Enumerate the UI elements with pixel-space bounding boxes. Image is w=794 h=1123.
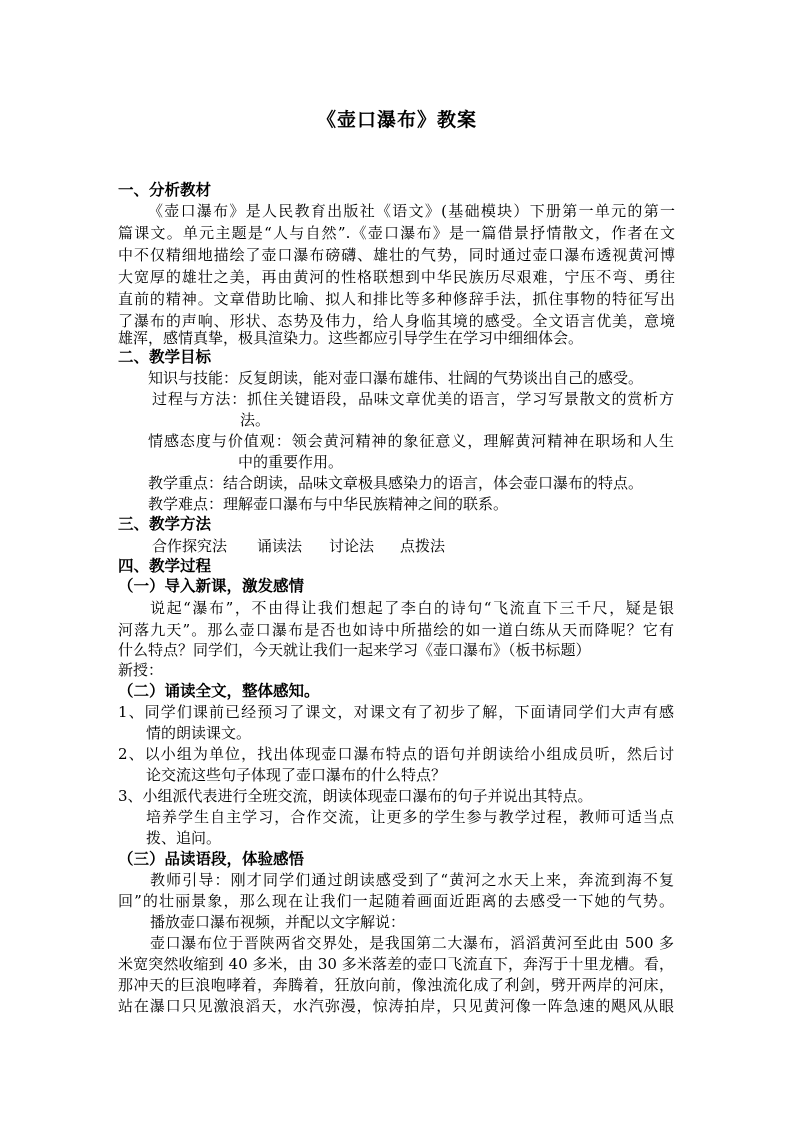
paragraph-line: 了瀑布的声响、形状、态势及伟力，给人身临其境的感受。全文语言优美，意境 bbox=[118, 312, 675, 330]
subsection-heading-appreciation: （三）品读语段，体验感悟 bbox=[118, 849, 305, 868]
paragraph-line: 说起“瀑布”，不由得让我们想起了李白的诗句“飞流直下三千尺，疑是银 bbox=[150, 599, 674, 617]
list-item: 2、以小组为单位，找出体现壶口瀑布特点的语句并朗读给小组成员听，然后讨 bbox=[118, 745, 674, 763]
section-heading-analysis: 一、分析教材 bbox=[118, 180, 212, 199]
paragraph-line: 新授： bbox=[118, 661, 164, 679]
objective-process: 过程与方法：抓住关键语段，品味文章优美的语言，学习写景散文的赏析方 bbox=[152, 390, 674, 408]
list-item: 1、同学们课前已经预习了课文，对课文有了初步了解，下面请同学们大声有感 bbox=[118, 703, 674, 721]
paragraph-line: 播放壶口瀑布视频，并配以文字解说： bbox=[150, 913, 406, 931]
list-item-cont: 论交流这些句子体现了壶口瀑布的什么特点？ bbox=[146, 766, 447, 784]
subsection-heading-reading: （二）诵读全文，整体感知。 bbox=[118, 681, 320, 700]
subsection-heading-intro: （一）导入新课，激发感情 bbox=[118, 576, 305, 595]
section-heading-process: 四、教学过程 bbox=[118, 556, 212, 575]
paragraph-line: 雄浑，感情真挚，极具渲染力。这些都应引导学生在学习中细细体会。 bbox=[118, 329, 584, 347]
paragraph-line: 那冲天的巨浪咆哮着，奔腾着，狂放向前，像浊流化成了利剑，劈开两岸的河床， bbox=[118, 976, 674, 994]
list-item: 3、小组派代表进行全班交流，朗读体现壶口瀑布的句子并说出其特点。 bbox=[118, 787, 593, 805]
objective-emotion-cont: 中的重要作用。 bbox=[238, 453, 344, 471]
method-item: 合作探究法 bbox=[152, 537, 228, 555]
paragraph-line: 大宽厚的雄壮之美，再由黄河的性格联想到中华民族历尽艰难，宁压不弯、勇往 bbox=[118, 268, 675, 286]
paragraph-line: 《壶口瀑布》是人民教育出版社《语文》(基础模块）下册第一单元的第一 bbox=[148, 202, 675, 220]
method-item: 诵读法 bbox=[257, 537, 303, 555]
objective-knowledge: 知识与技能：反复朗读，能对壶口瀑布雄伟、壮阔的气势谈出自己的感受。 bbox=[148, 369, 644, 387]
list-item-cont: 情的朗读课文。 bbox=[146, 724, 252, 742]
method-item: 讨论法 bbox=[329, 537, 375, 555]
paragraph-line: 中不仅精细地描绘了壶口瀑布磅礴、雄壮的气势，同时通过壶口瀑布透视黄河博 bbox=[118, 246, 675, 264]
section-heading-methods: 三、教学方法 bbox=[118, 514, 212, 533]
paragraph-line: 教师引导：刚才同学们通过朗读感受到了“黄河之水天上来，奔流到海不复 bbox=[150, 871, 674, 889]
objective-process-cont: 法。 bbox=[240, 411, 271, 429]
teaching-difficulty: 教学难点：理解壶口瀑布与中华民族精神之间的联系。 bbox=[148, 495, 509, 513]
paragraph-line: 米宽突然收缩到 40 多米，由 30 多米落差的壶口飞流直下，奔泻于十里龙槽。看， bbox=[118, 955, 674, 973]
paragraph-line: 篇课文。单元主题是“人与自然”.《壶口瀑布》是一篇借景抒情散文，作者在文 bbox=[118, 224, 675, 242]
paragraph-line: 回”的壮丽景象，那么现在让我们一起随着画面近距离的去感受一下她的气势。 bbox=[118, 892, 674, 910]
paragraph-line: 什么特点？同学们，今天就让我们一起来学习《壶口瀑布》（板书标题） bbox=[118, 641, 591, 659]
paragraph-line: 拨、追问。 bbox=[146, 829, 222, 847]
paragraph-line: 培养学生自主学习，合作交流，让更多的学生参与教学过程，教师可适当点 bbox=[146, 808, 674, 826]
teaching-key-point: 教学重点：结合朗读，品味文章极具感染力的语言，体会壶口瀑布的特点。 bbox=[148, 474, 644, 492]
paragraph-line: 河落九天”。那么壶口瀑布是否也如诗中所描绘的如一道白练从天而降呢？它有 bbox=[118, 621, 674, 639]
method-item: 点拨法 bbox=[400, 537, 446, 555]
objective-emotion: 情感态度与价值观：领会黄河精神的象征意义，理解黄河精神在职场和人生 bbox=[148, 432, 674, 450]
paragraph-line: 壶口瀑布位于晋陕两省交界处，是我国第二大瀑布，滔滔黄河至此由 500 多 bbox=[150, 934, 674, 952]
paragraph-line: 直前的精神。文章借助比喻、拟人和排比等多种修辞手法，抓住事物的特征写出 bbox=[118, 290, 675, 308]
section-heading-objectives: 二、教学目标 bbox=[118, 347, 212, 366]
paragraph-line: 站在瀑口只见激浪滔天，水汽弥漫，惊涛拍岸，只见黄河像一阵急速的飓风从眼 bbox=[118, 997, 674, 1015]
document-title: 《壶口瀑布》教案 bbox=[316, 109, 477, 131]
